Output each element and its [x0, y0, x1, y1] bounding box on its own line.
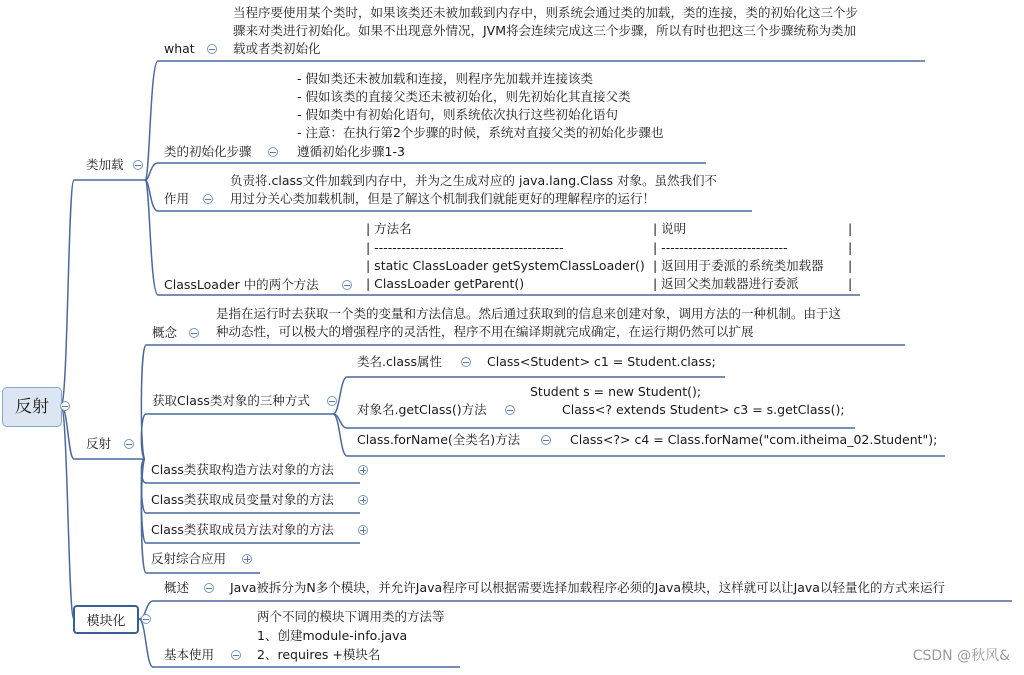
- node-getclass[interactable]: 对象名.getClass()方法: [357, 402, 487, 417]
- text-line: 载或者类初始化: [233, 41, 321, 56]
- watermark: CSDN @秋风&: [912, 648, 1010, 664]
- expand-icon[interactable]: [358, 495, 368, 505]
- expand-icon[interactable]: [358, 525, 368, 535]
- collapse-icon[interactable]: [268, 147, 278, 157]
- table-cell: |: [848, 258, 853, 273]
- collapse-icon[interactable]: [189, 328, 199, 338]
- collapse-icon[interactable]: [342, 280, 352, 290]
- text-line: 负责将.class文件加载到内存中，并为之生成对应的 java.lang.Class 对象。虽然我们不: [230, 173, 717, 188]
- collapse-icon[interactable]: [505, 405, 515, 415]
- table-cell: | ----------------------------: [653, 240, 788, 255]
- node-class-attribute[interactable]: 类名.class属性: [357, 354, 443, 369]
- text-line: 种动态性，可以极大的增强程序的灵活性，程序不用在编译期就完成确定，在运行期仍然可以扩展: [216, 324, 754, 339]
- node-role[interactable]: 作用: [164, 191, 190, 206]
- collapse-icon[interactable]: [541, 435, 551, 445]
- code-line: Student s = new Student();: [530, 384, 702, 399]
- text-line: 2、requires +模块名: [257, 647, 381, 662]
- text-line: - 注意：在执行第2个步骤的时候，系统对直接父类的初始化步骤也: [297, 125, 664, 140]
- node-classloader[interactable]: ClassLoader 中的两个方法: [164, 277, 319, 292]
- node-reflection-application[interactable]: 反射综合应用: [151, 551, 227, 566]
- text-line: 两个不同的模块下调用类的方法等: [257, 609, 445, 624]
- node-constructor-methods[interactable]: Class类获取构造方法对象的方法: [151, 462, 334, 477]
- text-line: 是指在运行时去获取一个类的变量和方法信息。然后通过获取到的信息来创建对象，调用方法的一种机制。由于这: [216, 306, 842, 321]
- text-line: 当程序要使用某个类时，如果该类还未被加载到内存中，则系统会通过类的加载，类的连接，类的初始化这三个步: [233, 5, 859, 20]
- table-cell: |: [848, 276, 853, 291]
- text-line: 遵循初始化步骤1-3: [297, 144, 405, 159]
- table-cell: |: [848, 240, 853, 255]
- table-cell: |: [848, 221, 853, 236]
- text-line: 1、创建module-info.java: [257, 628, 408, 643]
- node-overview[interactable]: 概述: [164, 580, 190, 595]
- table-cell: | static ClassLoader getSystemClassLoader(): [366, 258, 645, 273]
- expand-icon[interactable]: [242, 554, 252, 564]
- branch-modularity[interactable]: 模块化: [73, 605, 139, 634]
- text-line: - 假如类还未被加载和连接，则程序先加载并连接该类: [297, 71, 593, 86]
- overview-text: Java被拆分为N多个模块，并允许Java程序可以根据需要选择加载程序必须的Java模块，这样就可以让Java以轻量化的方式来运行: [230, 580, 945, 595]
- node-field-methods[interactable]: Class类获取成员变量对象的方法: [151, 492, 334, 507]
- branch-class-loading[interactable]: 类加载: [86, 157, 124, 172]
- table-cell: | 返回用于委派的系统类加载器: [653, 258, 824, 273]
- node-concept[interactable]: 概念: [152, 325, 178, 340]
- code-line: Class<Student> c1 = Student.class;: [487, 354, 716, 369]
- collapse-icon[interactable]: [327, 396, 337, 406]
- node-forname[interactable]: Class.forName(全类名)方法: [357, 432, 521, 447]
- code-line: Class<?> c4 = Class.forName("com.itheima_02.Student");: [570, 432, 938, 447]
- node-member-methods[interactable]: Class类获取成员方法对象的方法: [151, 522, 334, 537]
- collapse-icon[interactable]: [133, 160, 143, 170]
- table-cell: | 返回父类加载器进行委派: [653, 276, 799, 291]
- text-line: 骤来对类进行初始化。如果不出现意外情况，JVM将会连续完成这三个步骤，所以有时也把这三个步骤统称为类加: [233, 23, 857, 38]
- table-cell: | 方法名: [366, 221, 412, 236]
- text-line: - 假如该类的直接父类还未被初始化，则先初始化其直接父类: [297, 89, 631, 104]
- collapse-icon[interactable]: [231, 650, 241, 660]
- expand-icon[interactable]: [358, 465, 368, 475]
- node-three-ways[interactable]: 获取Class类对象的三种方式: [152, 393, 310, 408]
- collapse-icon[interactable]: [124, 439, 134, 449]
- collapse-icon[interactable]: [141, 614, 151, 624]
- text-line: 用过分关心类加载机制，但是了解这个机制我们就能更好的理解程序的运行！: [230, 191, 656, 206]
- text-line: - 假如类中有初始化语句，则系统依次执行这些初始化语句: [297, 107, 618, 122]
- collapse-icon[interactable]: [461, 357, 471, 367]
- table-cell: | 说明: [653, 221, 687, 236]
- table-cell: | ------------------------------------------: [366, 240, 564, 255]
- collapse-icon[interactable]: [203, 194, 213, 204]
- node-what[interactable]: what: [164, 41, 195, 56]
- node-init-steps[interactable]: 类的初始化步骤: [164, 144, 252, 159]
- branch-reflection[interactable]: 反射: [86, 436, 112, 451]
- node-basic-use[interactable]: 基本使用: [164, 647, 215, 662]
- collapse-icon[interactable]: [204, 583, 214, 593]
- root-node[interactable]: 反射: [2, 387, 62, 427]
- table-cell: | ClassLoader getParent(): [366, 276, 525, 291]
- collapse-icon[interactable]: [207, 44, 217, 54]
- code-line: Class<? extends Student> c3 = s.getClass();: [562, 402, 845, 417]
- collapse-icon[interactable]: [60, 401, 70, 411]
